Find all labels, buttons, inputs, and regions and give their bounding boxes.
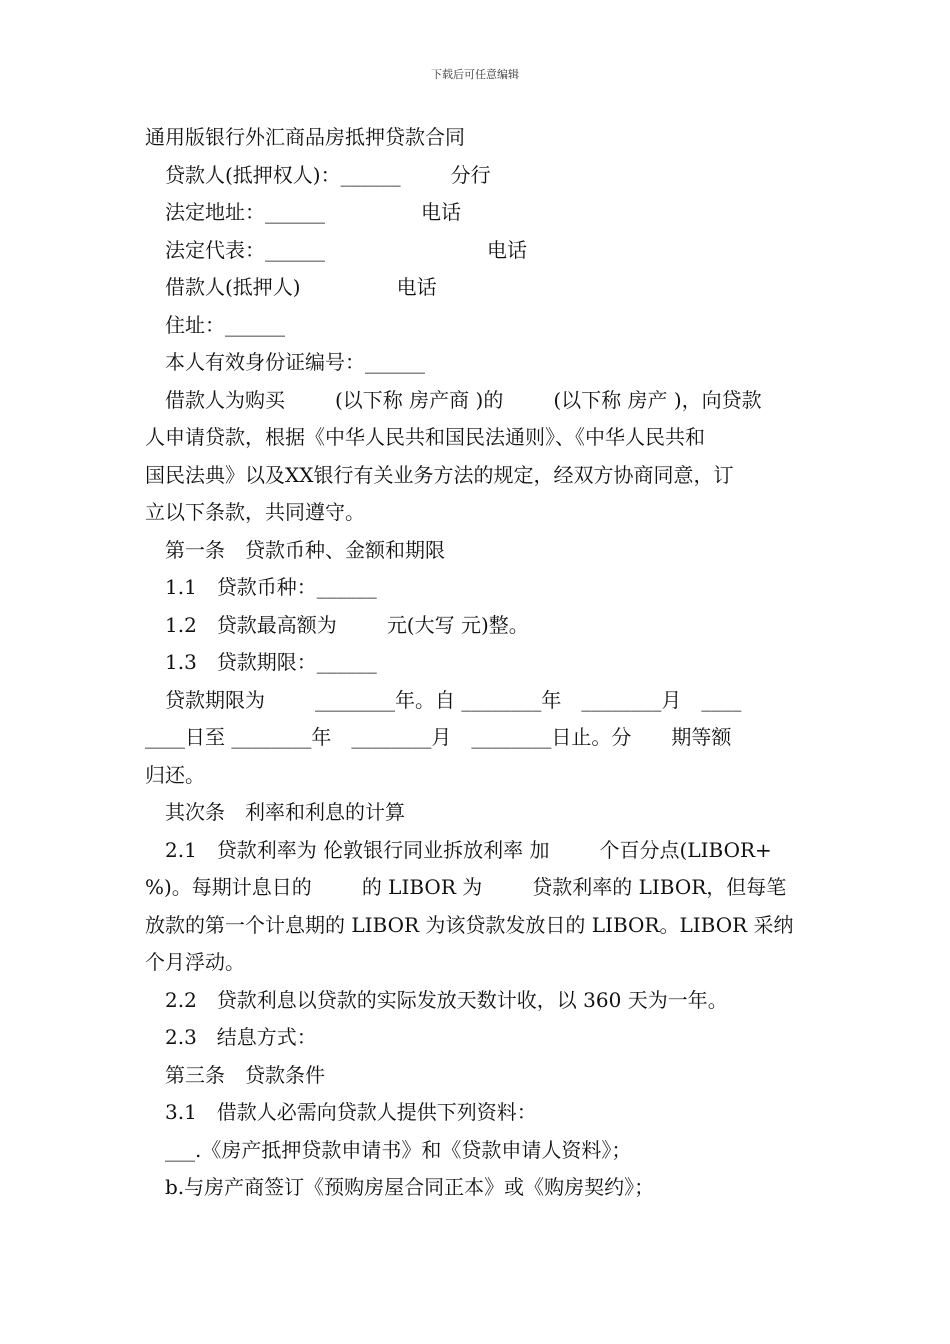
borrower-label: 借款人(抵押人): [165, 275, 301, 299]
term-text-1b: ________年。自 ________年 ________月 ____: [315, 687, 742, 712]
intro-line-1: [145, 382, 807, 420]
intro-text-1b: (以下称 房产商 )的: [335, 387, 504, 412]
term-line-2: ____日至 ________年 ________月 ________日止。分 期等额: [145, 725, 732, 749]
borrower-phone: 电话: [396, 275, 437, 299]
clause-1-1: 1.1 贷款币种：______: [165, 575, 377, 599]
id-number-line: 本人有效身份证编号：______: [165, 350, 425, 374]
representative-label: 法定代表：______: [165, 237, 325, 262]
clause-2-1-line-3: 放款的第一个计息期的 LIBOR 为该贷款发放日的 LIBOR。LIBOR 采纳: [145, 912, 794, 937]
clause-1-2-text-a: 1.2 贷款最高额为: [165, 612, 337, 637]
clause-2-1-text-2b: 的 LIBOR 为: [361, 875, 483, 899]
clause-2-1-line-4: 个月浮动。: [145, 950, 245, 974]
representative-line: [145, 232, 807, 270]
clause-2-1-text-b: 个百分点(LIBOR+: [599, 837, 772, 862]
clause-1-2: [145, 607, 807, 645]
clause-1-3: 1.3 贷款期限：______: [165, 650, 377, 674]
borrower-line: [145, 269, 807, 307]
article-2-heading: 其次条 利率和利息的计算: [165, 800, 405, 824]
clause-3-1-item-b: b.与房产商签订《预购房屋合同正本》或《购房契约》；: [165, 1175, 655, 1199]
term-line-3: 归还。: [145, 762, 205, 787]
clause-2-1-line-2: [145, 869, 807, 907]
document-title: 通用版银行外汇商品房抵押贷款合同: [145, 125, 465, 149]
article-1-heading: 第一条 贷款币种、金额和期限: [165, 537, 445, 562]
intro-line-4: 立以下条款，共同遵守。: [145, 500, 365, 524]
clause-2-1-text-2a: %)。每期计息日的: [145, 875, 312, 899]
clause-2-1-text-a: 2.1 贷款利率为 伦敦银行同业拆放利率 加: [165, 837, 550, 862]
intro-text-1a: 借款人为购买: [165, 387, 285, 412]
clause-1-2-text-b: 元(大写 元)整。: [386, 612, 529, 637]
lender-line: [145, 157, 807, 195]
clause-2-1-text-2c: 贷款利率的 LIBOR，但每笔: [532, 875, 787, 899]
address-line: [145, 194, 807, 232]
clause-2-2: 2.2 贷款利息以贷款的实际发放天数计收，以 360 天为一年。: [165, 987, 728, 1012]
lender-label: 贷款人(抵押权人)：______: [165, 162, 401, 187]
clause-3-1: 3.1 借款人必需向贷款人提供下列资料：: [165, 1100, 537, 1124]
term-line-1: [145, 682, 807, 720]
intro-line-2: 人申请贷款，根据《中华人民共和国民法通则》、《中华人民共和: [145, 425, 705, 449]
header-note: 下载后可任意编辑: [431, 68, 519, 81]
clause-2-3: 2.3 结息方式：: [165, 1025, 317, 1049]
article-3-heading: 第三条 贷款条件: [165, 1062, 325, 1087]
intro-text-1c: (以下称 房产 )，向贷款: [553, 387, 762, 412]
contract-document: [145, 119, 807, 1207]
address-phone: 电话: [421, 200, 461, 224]
address-label: 法定地址：______: [165, 200, 325, 224]
clause-3-1-item-a: ___.《房产抵押贷款申请书》和《贷款申请人资料》；: [165, 1137, 632, 1162]
clause-2-1-line-1: [145, 832, 807, 870]
lender-branch: 分行: [450, 162, 491, 187]
residence-line: 住址：______: [165, 312, 285, 337]
representative-phone: 电话: [487, 237, 527, 262]
intro-line-3: 国民法典》以及XX银行有关业务方法的规定，经双方协商同意，订: [145, 462, 734, 487]
term-text-1a: 贷款期限为: [165, 687, 265, 712]
